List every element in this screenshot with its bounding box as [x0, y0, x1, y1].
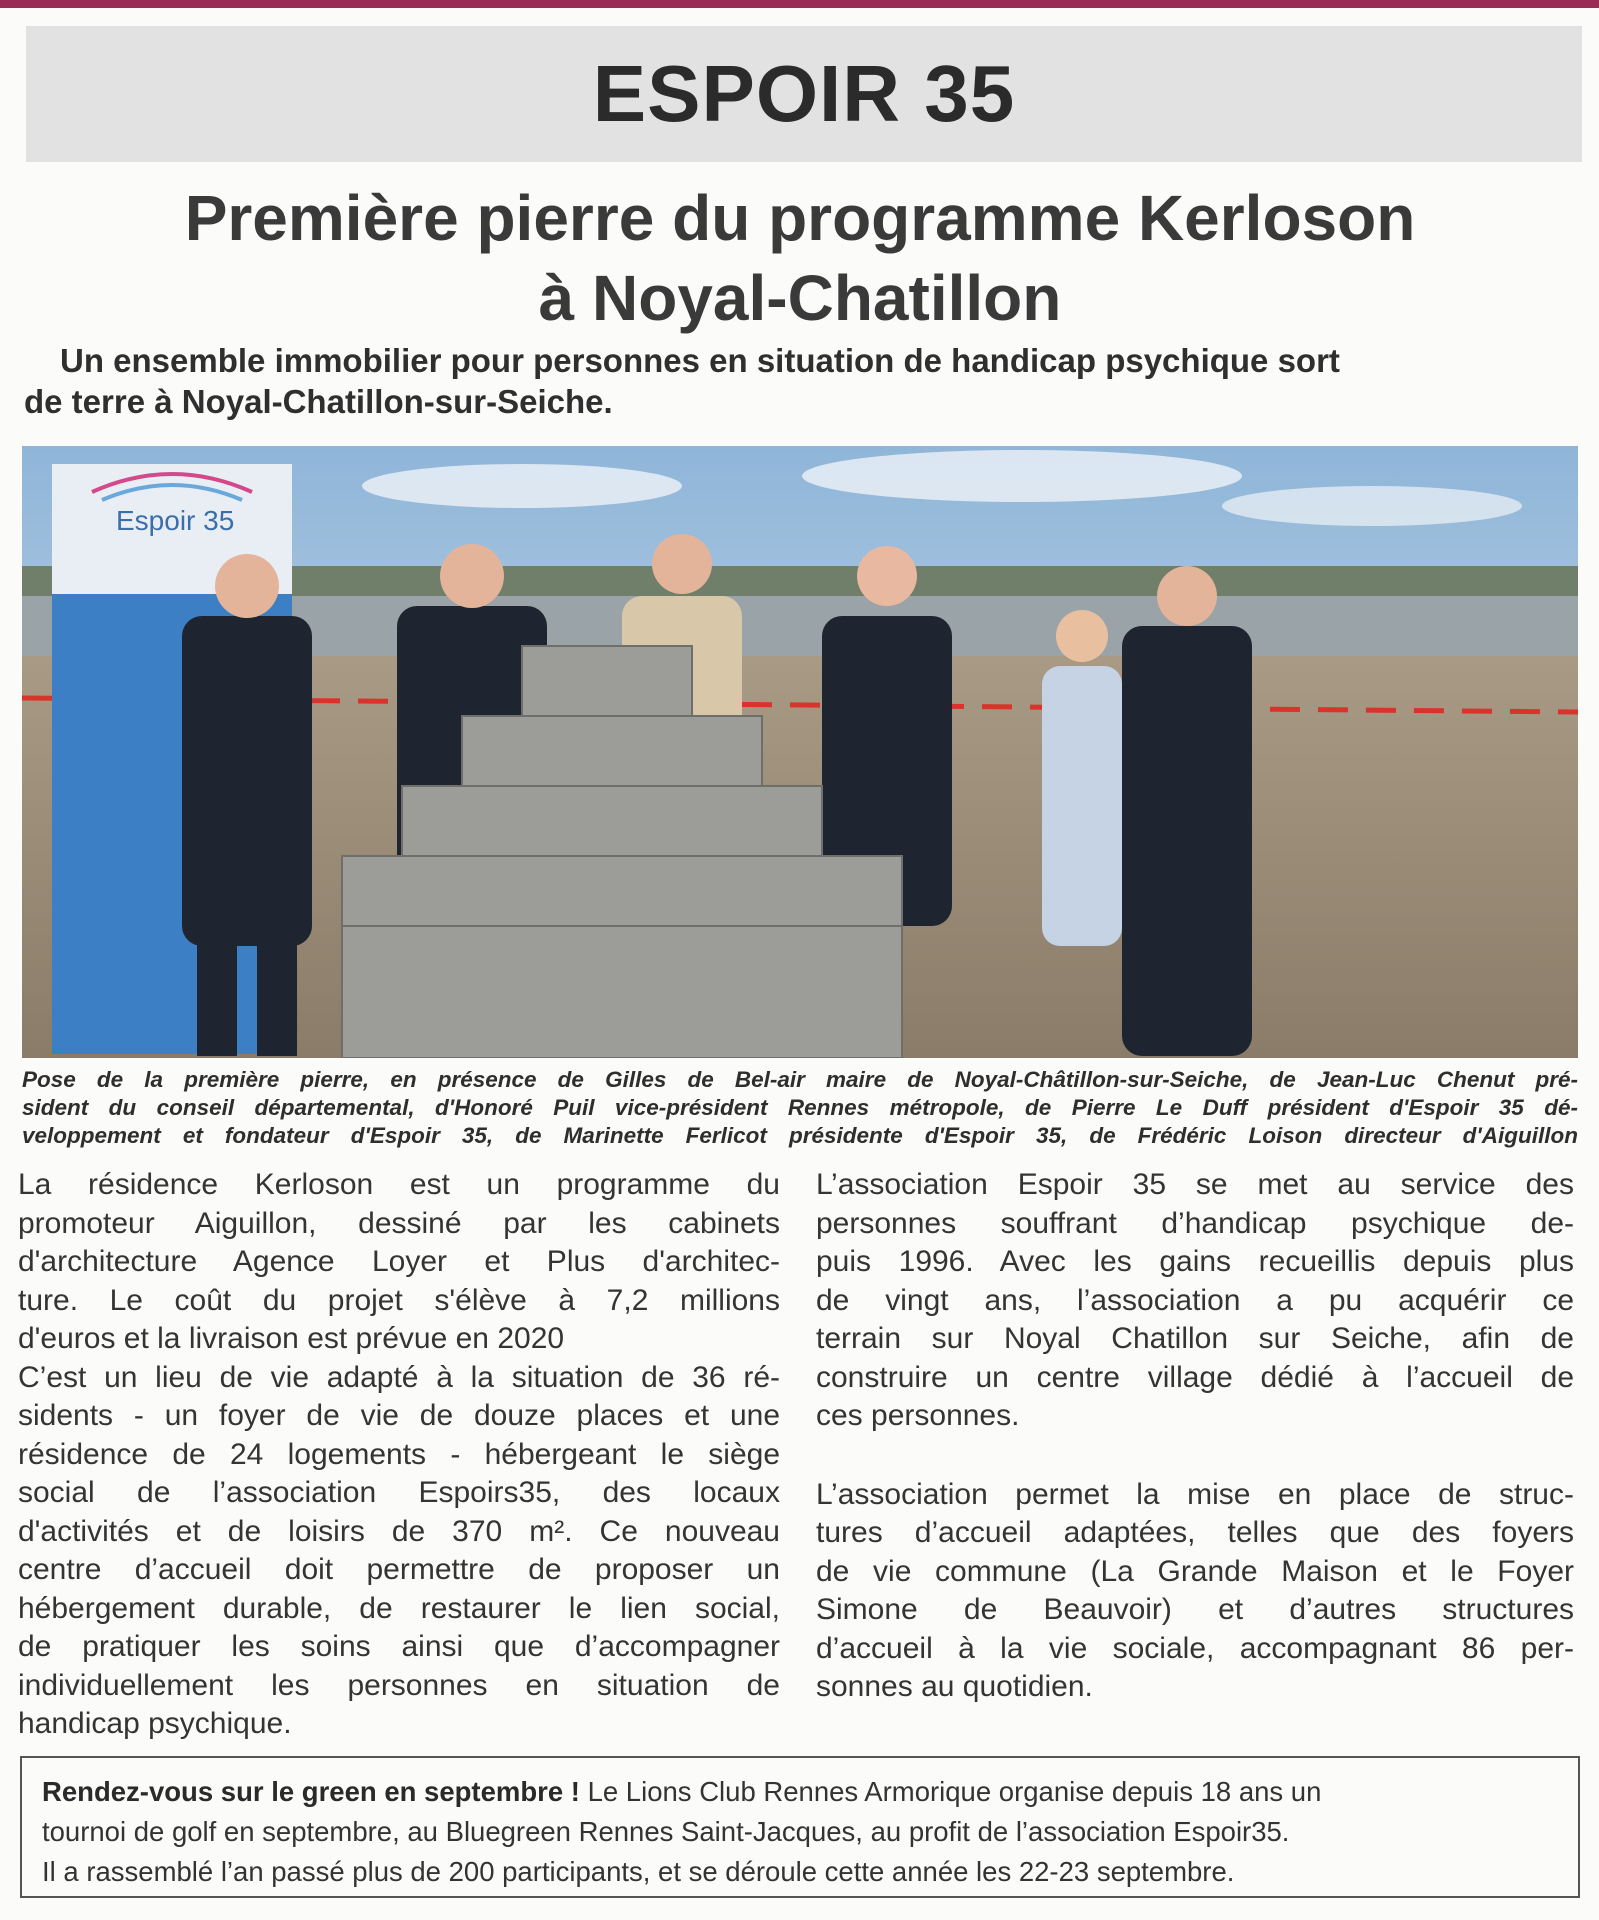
body-column-right	[816, 1166, 1574, 1707]
section-title: ESPOIR 35	[592, 49, 1016, 138]
body-line: construire un centre village dédié à l’accueil de	[816, 1360, 1574, 1394]
body-line: d'architecture Agence Loyer et Plus d'architec-	[18, 1245, 780, 1278]
body-column-left	[18, 1166, 780, 1744]
body-line: sonnes au quotidien.	[816, 1670, 1093, 1703]
box-line-2: tournoi de golf en septembre, au Bluegreen Rennes Saint-Jacques, au profit de l’association Espoir35.	[42, 1816, 1290, 1847]
body-line: C’est un lieu de vie adapté à la situation de 36 ré-	[18, 1360, 780, 1394]
body-line: d'activités et de loisirs de 370 m². Ce nouveau	[18, 1514, 780, 1548]
body-line: terrain sur Noyal Chatillon sur Seiche, afin de	[816, 1322, 1574, 1355]
body-line: d'euros et la livraison est prévue en 2020	[18, 1322, 565, 1355]
body-line: sidents - un foyer de vie de douze places et une	[18, 1399, 780, 1432]
ceremony-photo	[22, 446, 1578, 1058]
article-lead	[24, 340, 1579, 422]
body-line: d’accueil à la vie sociale, accompagnant 86 per-	[816, 1631, 1574, 1665]
caption-line: sident du conseil départemental, d'Honoré Puil vice-président Rennes métropole, de Pierre Le Duff président d'Espoir 35 dé-	[22, 1095, 1578, 1120]
golf-announcement-box	[20, 1756, 1580, 1898]
body-line: hébergement durable, de restaurer le lien social,	[18, 1591, 780, 1625]
paragraph-gap	[816, 1436, 1574, 1476]
body-line: de pratiquer les soins ainsi que d’accompagner	[18, 1630, 780, 1663]
body-line: ces personnes.	[816, 1399, 1020, 1432]
body-line: La résidence Kerloson est un programme du	[18, 1168, 780, 1201]
photo-banner-text: Espoir 35	[116, 505, 235, 536]
body-line: promoteur Aiguillon, dessiné par les cabinets	[18, 1206, 780, 1240]
headline-line-1: Première pierre du programme Kerloson	[184, 182, 1416, 254]
body-line: tures d’accueil adaptées, telles que des foyers	[816, 1516, 1574, 1549]
box-line-1	[42, 1772, 1558, 1812]
caption-line: Pose de la première pierre, en présence de Gilles de Bel-air maire de Noyal-Châtillon-sur-Seiche, de Jean-Luc Chenut pré-	[22, 1067, 1578, 1092]
body-line: L’association Espoir 35 se met au service des	[816, 1168, 1574, 1201]
photo-caption	[22, 1066, 1578, 1150]
lead-line-1: Un ensemble immobilier pour personnes en situation de handicap psychique sort	[60, 342, 1340, 379]
lead-line-2: de terre à Noyal-Chatillon-sur-Seiche.	[24, 383, 613, 420]
body-line: puis 1996. Avec les gains recueillis depuis plus	[816, 1245, 1574, 1278]
body-line: personnes souffrant d’handicap psychique de-	[816, 1206, 1574, 1240]
body-line: individuellement les personnes en situation de	[18, 1668, 780, 1702]
top-color-rule	[0, 0, 1599, 8]
body-line: de vingt ans, l’association a pu acquérir ce	[816, 1283, 1574, 1317]
article-headline	[60, 178, 1540, 338]
body-line: de vie commune (La Grande Maison et le Foyer	[816, 1554, 1574, 1588]
body-line: Simone de Beauvoir) et d’autres structures	[816, 1593, 1574, 1626]
body-line: ture. Le coût du projet s'élève à 7,2 millions	[18, 1283, 780, 1317]
box-line-3: Il a rassemblé l’an passé plus de 200 participants, et se déroule cette année les 22-23 septembre.	[42, 1856, 1235, 1887]
box-bold-lead: Rendez-vous sur le green en septembre !	[42, 1776, 580, 1807]
caption-line: veloppement et fondateur d'Espoir 35, de Marinette Ferlicot présidente d'Espoir 35, de Frédéric Loison directeur d'Aiguillon	[22, 1123, 1578, 1148]
body-line: centre d’accueil doit permettre de proposer un	[18, 1553, 780, 1586]
body-line: L’association permet la mise en place de struc-	[816, 1477, 1574, 1511]
body-line: résidence de 24 logements - hébergeant le siège	[18, 1437, 780, 1471]
body-line: social de l’association Espoirs35, des locaux	[18, 1476, 780, 1509]
box-line-1-rest: Le Lions Club Rennes Armorique organise depuis 18 ans un	[579, 1776, 1322, 1807]
section-banner	[26, 26, 1582, 162]
body-line: handicap psychique.	[18, 1707, 292, 1740]
headline-line-2: à Noyal-Chatillon	[538, 262, 1062, 334]
